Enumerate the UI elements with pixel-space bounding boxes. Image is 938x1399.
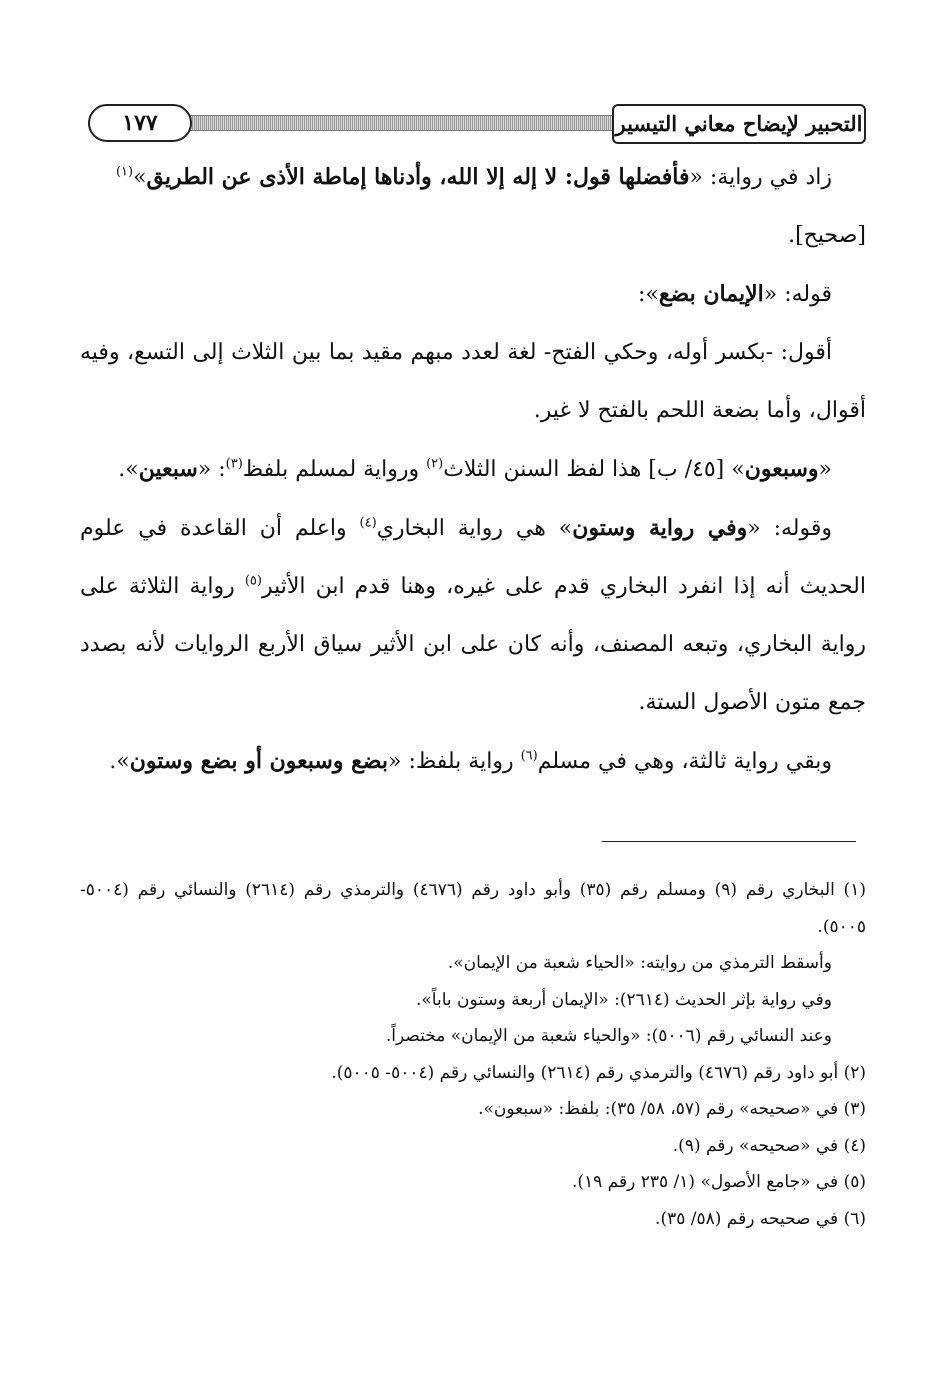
footnote-ref[interactable]: (١) (115, 164, 134, 180)
footnote-1-note-c: وعند النسائي رقم (٥٠٠٦): «والحياء شعبة من الإيمان» مختصراً. (385, 1026, 832, 1046)
main-text (80, 148, 866, 791)
footnotes (80, 872, 866, 1237)
footnote-separator (602, 841, 856, 842)
book-title: التحبير لإيضاح معاني التيسير (612, 104, 866, 144)
header-decorative-bar (138, 115, 616, 131)
footnote-ref[interactable]: (٢) (426, 456, 444, 472)
grade-label: [صحيح]. (788, 223, 866, 248)
paragraph-3: أقول: -بكسر أوله، وحكي الفتح- لغة لعدد مبهم مقيد بما بين الثلاث إلى التسع، وفيه أقوال، وأما بضعة اللحم بالفتح لا غير. (80, 340, 866, 423)
footnote-3: (٣) في «صحيحه» رقم (٥٧، ٥٨/ ٣٥): بلفظ: «سبعون». (478, 1099, 866, 1119)
footnote-ref[interactable]: (٣) (225, 456, 243, 472)
footnote-1-note-a: وأسقط الترمذي من روايته: «الحياء شعبة من الإيمان». (447, 953, 832, 973)
paragraph-2: قوله: «الإيمان بضع»: (637, 281, 832, 307)
footnote-5: (٥) في «جامع الأصول» (١/ ٢٣٥ رقم ١٩). (571, 1172, 866, 1192)
footnote-1-note-b: وفي رواية بإثر الحديث (٢٦١٤): «الإيمان أربعة وستون باباً». (415, 989, 832, 1010)
running-header (78, 104, 866, 142)
paragraph-4: «وسبعون» [٤٥/ ب] هذا لفظ السنن الثلاث$^{(٢)}$ ورواية لمسلم بلفظ$^{(٣)}$: «سبعين». (118, 456, 832, 482)
paragraph-5: وقوله: «وفي رواية وستون» هي رواية البخاري$^{(٤)}$ واعلم أن القاعدة في علوم الحديث أنه إذا انفرد البخاري قدم على غيره، وهنا قدم ابن الأثير$^{(٥)}$ رواية الثلاثة على رواية البخاري، وتبعه المصنف، وأنه كان على ابن الأثير سياق الأربع الروايات لأنه بصدد جمع متون الأصول الستة. (80, 515, 866, 715)
footnote-ref[interactable]: (٤) (359, 515, 377, 531)
footnote-ref[interactable]: (٥) (244, 573, 262, 589)
footnote-1: (١) البخاري رقم (٩) ومسلم رقم (٣٥) وأبو داود رقم (٤٦٧٦) والترمذي رقم (٢٦١٤) والنسائي رقم (٥٠٠٤- ٥٠٠٥). (80, 880, 866, 937)
page-number: ١٧٧ (88, 104, 192, 142)
footnote-4: (٤) في «صحيحه» رقم (٩). (672, 1135, 866, 1156)
paragraph-6: وبقي رواية ثالثة، وهي في مسلم$^{(٦)}$ رواية بلفظ: «بضع وسبعون أو بضع وستون». (109, 748, 832, 774)
paragraph-1: زاد في رواية: «فأفضلها قول: لا إله إلا الله، وأدناها إماطة الأذى عن الطريق»$^{(١)}$ [صحيح]. (115, 164, 866, 248)
footnote-ref[interactable]: (٦) (520, 748, 538, 764)
footnote-6: (٦) في صحيحه رقم (٥٨/ ٣٥). (655, 1208, 866, 1229)
footnote-2: (٢) أبو داود رقم (٤٦٧٦) والترمذي رقم (٢٦١٤) والنسائي رقم (٥٠٠٤- ٥٠٠٥). (331, 1062, 866, 1083)
